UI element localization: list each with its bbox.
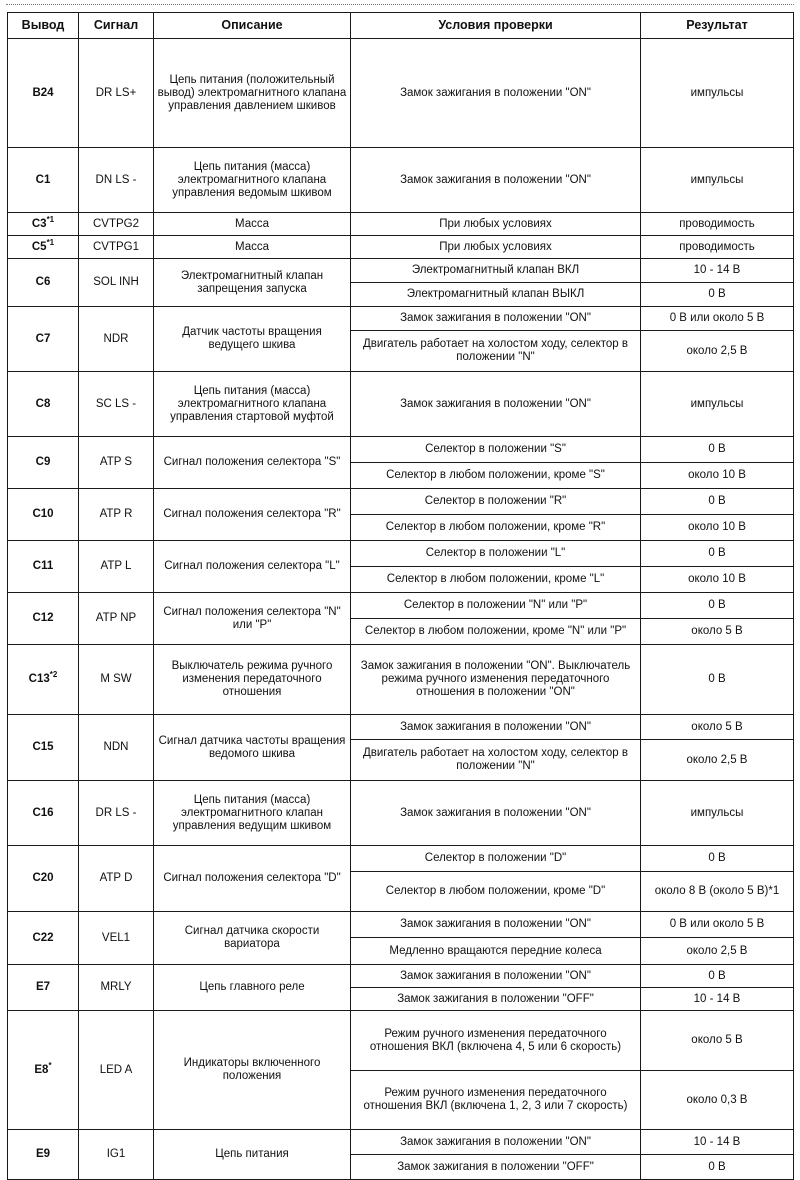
test-condition-cell: Селектор в положении "L" [351,541,641,567]
test-condition-cell: Селектор в любом положении, кроме "L" [351,567,641,593]
pin-footnote-mark: * [48,1060,52,1070]
pin-cell [8,437,79,489]
description-cell: Сигнал положения селектора "N" или "P" [154,593,351,645]
test-condition-cell: Замок зажигания в положении "ON" [351,372,641,437]
test-condition-cell: Селектор в любом положении, кроме "N" или "P" [351,619,641,645]
pin-label: C6 [35,276,51,288]
table-row [8,437,794,463]
result-cell: около 8 В (около 5 В)*1 [641,872,794,912]
signal-cell: CVTPG1 [79,236,154,259]
pin-cell [8,372,79,437]
pin-cell [8,148,79,213]
test-condition-cell: Замок зажигания в положении "ON" [351,715,641,740]
result-cell: около 5 В [641,1011,794,1071]
table-row [8,912,794,938]
test-condition-cell: Селектор в положении "S" [351,437,641,463]
test-condition-cell: Замок зажигания в положении "ON" [351,965,641,988]
test-condition-cell: Замок зажигания в положении "ON" [351,1130,641,1155]
result-cell: около 0,3 В [641,1071,794,1130]
test-condition-cell: Селектор в положении "D" [351,846,641,872]
pin-cell [8,781,79,846]
result-cell: около 2,5 В [641,740,794,781]
pin-label: C12 [32,612,54,624]
pin-cell [8,1011,79,1130]
header-signal: Сигнал [79,13,154,39]
description-cell: Сигнал датчика частоты вращения ведомого шкива [154,715,351,781]
result-cell: проводимость [641,236,794,259]
table-row [8,213,794,236]
description-cell: Сигнал датчика скорости вариатора [154,912,351,965]
pin-label: C9 [35,456,51,468]
test-condition-cell: При любых условиях [351,236,641,259]
description-cell: Сигнал положения селектора "D" [154,846,351,912]
pin-label: C7 [35,332,51,345]
test-condition-cell: При любых условиях [351,213,641,236]
table-row [8,259,794,283]
result-cell: около 2,5 В [641,938,794,965]
signal-cell: SOL INH [79,259,154,307]
pin-cell [8,645,79,715]
test-condition-cell: Замок зажигания в положении "ON" [351,148,641,213]
pin-label: E9 [35,1148,51,1160]
pin-label: C5 [31,240,47,253]
test-condition-cell: Селектор в положении "R" [351,489,641,515]
result-cell: около 2,5 В [641,331,794,372]
pin-cell [8,846,79,912]
pin-label: C1 [35,173,51,186]
pin-cell [8,965,79,1011]
pin-label: C8 [35,397,51,410]
test-condition-cell: Замок зажигания в положении "ON" [351,912,641,938]
result-cell: импульсы [641,781,794,846]
pin-label: C3 [31,217,47,230]
result-cell: 10 - 14 В [641,259,794,283]
result-cell: 10 - 14 В [641,1130,794,1155]
result-cell: 0 В или около 5 В [641,307,794,331]
result-cell: импульсы [641,148,794,213]
signal-cell: MRLY [79,965,154,1011]
table-row [8,489,794,515]
test-condition-cell: Замок зажигания в положении "OFF" [351,1155,641,1180]
table-row [8,541,794,567]
result-cell: 0 В [641,541,794,567]
test-condition-cell: Режим ручного изменения передаточного отношения ВКЛ (включена 4, 5 или 6 скорость) [351,1011,641,1071]
test-condition-cell: Замок зажигания в положении "ON". Выключатель режима ручного изменения передаточного отношения в положении "ON" [351,645,641,715]
result-cell: 0 В [641,965,794,988]
description-cell: Сигнал положения селектора "S" [154,437,351,489]
pin-footnote-mark: *1 [46,237,55,247]
result-cell: проводимость [641,213,794,236]
test-condition-cell: Замок зажигания в положении "OFF" [351,988,641,1011]
table-row [8,148,794,213]
pin-cell [8,236,79,259]
test-condition-cell: Медленно вращаются передние колеса [351,938,641,965]
test-condition-cell: Селектор в любом положении, кроме "S" [351,463,641,489]
description-cell: Датчик частоты вращения ведущего шкива [154,307,351,372]
description-cell: Сигнал положения селектора "R" [154,489,351,541]
pin-label: C11 [32,560,54,572]
result-cell: 10 - 14 В [641,988,794,1011]
header-row [8,13,794,39]
signal-cell: SC LS - [79,372,154,437]
table-row [8,39,794,148]
signal-cell: NDN [79,715,154,781]
result-cell: около 5 В [641,715,794,740]
result-cell: 0 В [641,283,794,307]
signal-cell: ATP L [79,541,154,593]
signal-cell: ATP D [79,846,154,912]
signal-cell: CVTPG2 [79,213,154,236]
test-condition-cell: Двигатель работает на холостом ходу, селектор в положении "N" [351,331,641,372]
result-cell: импульсы [641,39,794,148]
pin-cell [8,213,79,236]
pin-cell [8,593,79,645]
pin-cell [8,39,79,148]
table-row [8,645,794,715]
signal-cell: ATP NP [79,593,154,645]
pin-cell [8,1130,79,1180]
table-row [8,593,794,619]
test-condition-cell: Замок зажигания в положении "ON" [351,39,641,148]
description-cell: Масса [154,236,351,259]
pin-label: C13 [28,673,50,685]
pin-label: C16 [32,806,54,819]
test-condition-cell: Двигатель работает на холостом ходу, селектор в положении "N" [351,740,641,781]
pin-cell [8,541,79,593]
signal-cell: M SW [79,645,154,715]
description-cell: Цепь питания (масса) электромагнитного клапана управления ведомым шкивом [154,148,351,213]
test-condition-cell: Селектор в положении "N" или "P" [351,593,641,619]
signal-cell: NDR [79,307,154,372]
signal-cell: DR LS+ [79,39,154,148]
table-row [8,372,794,437]
description-cell: Масса [154,213,351,236]
pin-cell [8,715,79,781]
description-cell: Электромагнитный клапан запрещения запуска [154,259,351,307]
table-body [8,39,794,1180]
result-cell: 0 В или около 5 В [641,912,794,938]
pin-label: E8 [34,1063,49,1076]
description-cell: Цепь питания (положительный вывод) электромагнитного клапана управления давлением шкивов [154,39,351,148]
test-condition-cell: Электромагнитный клапан ВКЛ [351,259,641,283]
pin-cell [8,912,79,965]
result-cell: 0 В [641,645,794,715]
description-cell: Цепь питания (масса) электромагнитного клапана управления стартовой муфтой [154,372,351,437]
table-row [8,781,794,846]
description-cell: Цепь главного реле [154,965,351,1011]
description-cell: Цепь питания [154,1130,351,1180]
pin-cell [8,307,79,372]
result-cell: импульсы [641,372,794,437]
description-cell: Выключатель режима ручного изменения передаточного отношения [154,645,351,715]
header-test-condition: Условия проверки [351,13,641,39]
pin-label: C20 [32,872,54,884]
table-row [8,1011,794,1071]
table-row [8,1130,794,1155]
top-border-line [6,4,794,11]
pin-label: C15 [32,741,54,753]
pin-label: C10 [32,508,54,520]
pinout-table [7,12,794,1180]
test-condition-cell: Селектор в любом положении, кроме "D" [351,872,641,912]
table-row [8,236,794,259]
table-row [8,965,794,988]
result-cell: около 10 В [641,567,794,593]
description-cell: Сигнал положения селектора "L" [154,541,351,593]
header-description: Описание [154,13,351,39]
pin-cell [8,259,79,307]
pin-footnote-mark: *1 [46,214,55,224]
result-cell: 0 В [641,489,794,515]
signal-cell: IG1 [79,1130,154,1180]
test-condition-cell: Селектор в любом положении, кроме "R" [351,515,641,541]
result-cell: 0 В [641,1155,794,1180]
test-condition-cell: Замок зажигания в положении "ON" [351,307,641,331]
header-result: Результат [641,13,794,39]
pin-label: B24 [32,86,54,99]
table-row [8,307,794,331]
result-cell: около 10 В [641,463,794,489]
pin-cell [8,489,79,541]
pin-footnote-mark: *2 [49,670,58,680]
signal-cell: ATP R [79,489,154,541]
signal-cell: VEL1 [79,912,154,965]
table-row [8,715,794,740]
signal-cell: DR LS - [79,781,154,846]
result-cell: 0 В [641,593,794,619]
result-cell: около 10 В [641,515,794,541]
signal-cell: DN LS - [79,148,154,213]
result-cell: 0 В [641,846,794,872]
result-cell: 0 В [641,437,794,463]
test-condition-cell: Замок зажигания в положении "ON" [351,781,641,846]
result-cell: около 5 В [641,619,794,645]
test-condition-cell: Электромагнитный клапан ВЫКЛ [351,283,641,307]
description-cell: Индикаторы включенного положения [154,1011,351,1130]
description-cell: Цепь питания (масса) электромагнитного клапан управления ведущим шкивом [154,781,351,846]
signal-cell: ATP S [79,437,154,489]
signal-cell: LED A [79,1011,154,1130]
header-pin: Вывод [8,13,79,39]
pin-label: C22 [32,931,54,944]
test-condition-cell: Режим ручного изменения передаточного отношения ВКЛ (включена 1, 2, 3 или 7 скорость) [351,1071,641,1130]
table-row [8,846,794,872]
pin-label: E7 [35,981,51,993]
